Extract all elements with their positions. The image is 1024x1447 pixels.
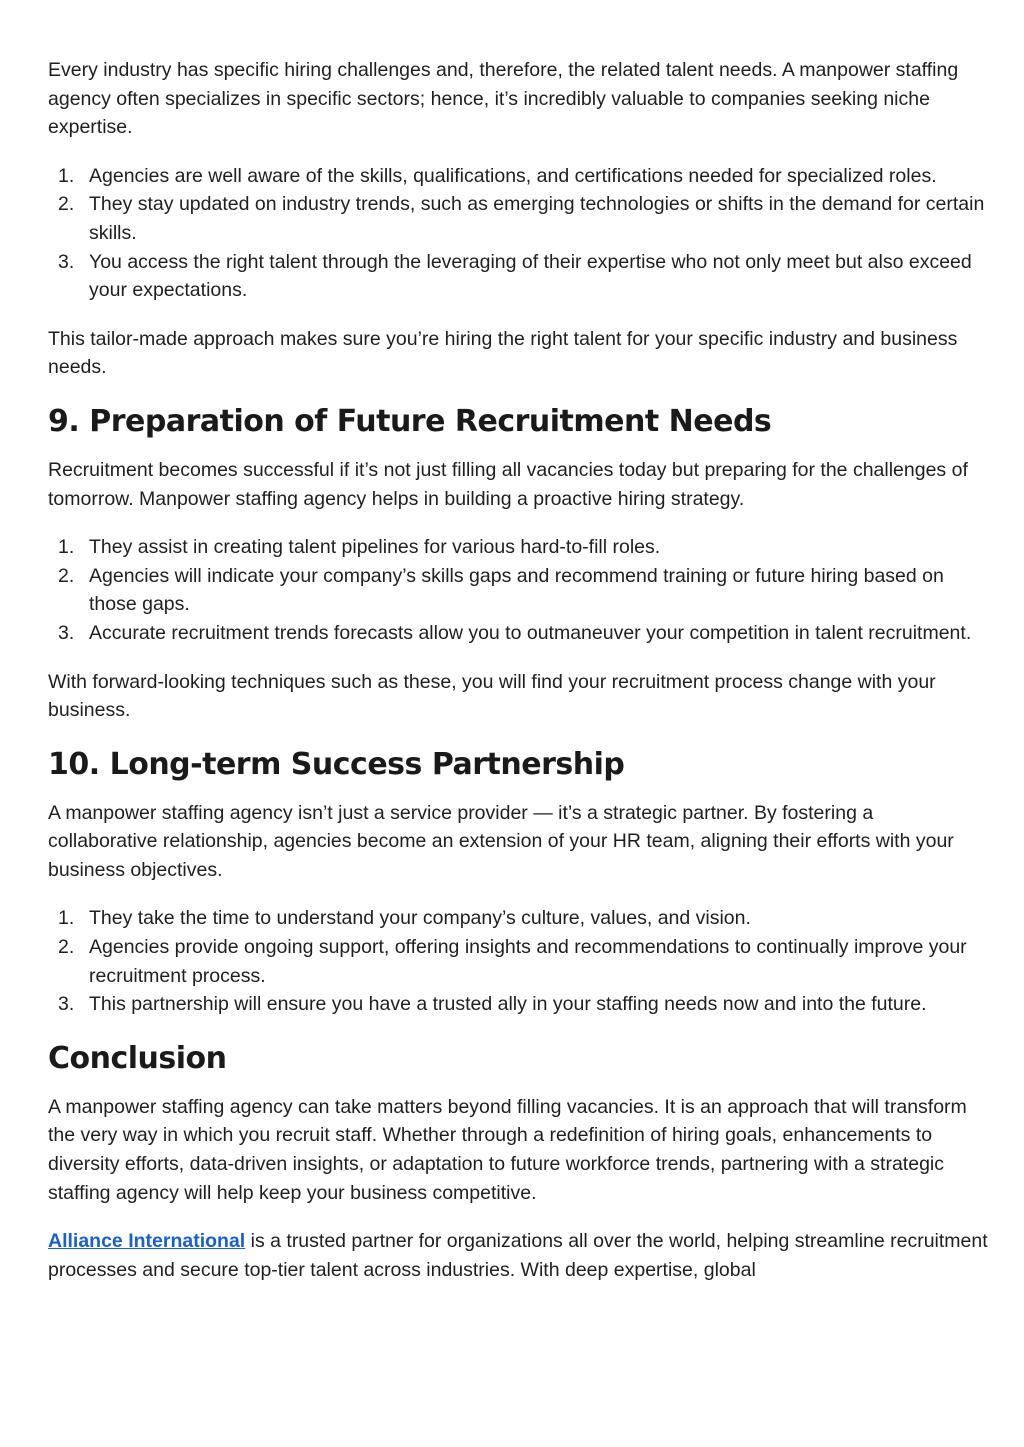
section-9-closing: With forward-looking techniques such as these, you will find your recruitment process change with your business. <box>48 670 936 722</box>
list-number: 2. <box>58 193 75 216</box>
section-10-list <box>48 904 988 1018</box>
intro-list <box>48 162 988 305</box>
section-10-paragraph: A manpower staffing agency isn’t just a service provider — it’s a strategic partner. By fostering a collaborative relationship, agencies become an extension of your HR team, aligning their efforts with your business objectives. <box>48 801 954 881</box>
list-item-text: This partnership will ensure you have a trusted ally in your staffing needs now and into the future. <box>89 993 927 1016</box>
list-number: 3. <box>58 621 75 644</box>
list-item <box>48 619 988 648</box>
section-10-heading: 10. Long-term Success Partnership <box>48 746 625 782</box>
list-item-text: They assist in creating talent pipelines for various hard-to-fill roles. <box>89 536 661 559</box>
list-item-text: They take the time to understand your company’s culture, values, and vision. <box>89 907 751 930</box>
list-item-text: Agencies are well aware of the skills, qualifications, and certifications needed for specialized roles. <box>89 164 937 187</box>
list-item <box>48 162 988 191</box>
list-number: 3. <box>58 250 75 273</box>
section-9-paragraph: Recruitment becomes successful if it’s not just filling all vacancies today but preparing for the challenges of tomorrow. Manpower staffing agency helps in building a proactive hiring strategy. <box>48 458 968 510</box>
list-item <box>48 248 988 305</box>
section-9-list <box>48 533 988 647</box>
document-page <box>48 56 988 1284</box>
list-number: 1. <box>58 907 75 930</box>
list-item <box>48 190 988 247</box>
alliance-paragraph-text: is a trusted partner for organizations all over the world, helping streamline recruitment processes and secure top-tier talent across industries. With deep expertise, global <box>48 1230 988 1281</box>
conclusion-paragraph: A manpower staffing agency can take matters beyond filling vacancies. It is an approach that will transform the very way in which you recruit staff. Whether through a redefinition of hiring goals, enhancements to diversity efforts, data-driven insights, or adaptation to future workforce trends, partnering with a strategic staffing agency will help keep your business competitive. <box>48 1095 967 1204</box>
conclusion-heading: Conclusion <box>48 1040 227 1076</box>
list-item-text: You access the right talent through the leveraging of their expertise who not only meet but also exceed your expectations. <box>89 250 972 302</box>
list-item-text: They stay updated on industry trends, such as emerging technologies or shifts in the demand for certain skills. <box>89 193 985 244</box>
list-item <box>48 990 988 1019</box>
list-item <box>48 904 988 933</box>
list-number: 1. <box>58 164 75 187</box>
list-item <box>48 933 988 990</box>
list-item <box>48 533 988 562</box>
list-number: 2. <box>58 936 75 959</box>
alliance-international-link[interactable]: Alliance International <box>48 1230 246 1253</box>
list-item-text: Agencies provide ongoing support, offering insights and recommendations to continually improve your recruitment process. <box>89 936 967 987</box>
intro-closing: This tailor-made approach makes sure you’re hiring the right talent for your specific industry and business needs. <box>48 327 958 379</box>
list-item-text: Accurate recruitment trends forecasts allow you to outmaneuver your competition in talent recruitment. <box>89 621 972 644</box>
list-item-text: Agencies will indicate your company’s skills gaps and recommend training or future hiring based on those gaps. <box>89 564 944 616</box>
section-9-heading: 9. Preparation of Future Recruitment Needs <box>48 403 772 439</box>
intro-paragraph: Every industry has specific hiring challenges and, therefore, the related talent needs. A manpower staffing agency often specializes in specific sectors; hence, it’s incredibly valuable to companies seeking niche expertise. <box>48 59 959 139</box>
alliance-paragraph <box>48 1227 988 1284</box>
list-number: 2. <box>58 564 75 587</box>
list-number: 1. <box>58 536 75 559</box>
list-item <box>48 562 988 619</box>
list-number: 3. <box>58 993 75 1016</box>
